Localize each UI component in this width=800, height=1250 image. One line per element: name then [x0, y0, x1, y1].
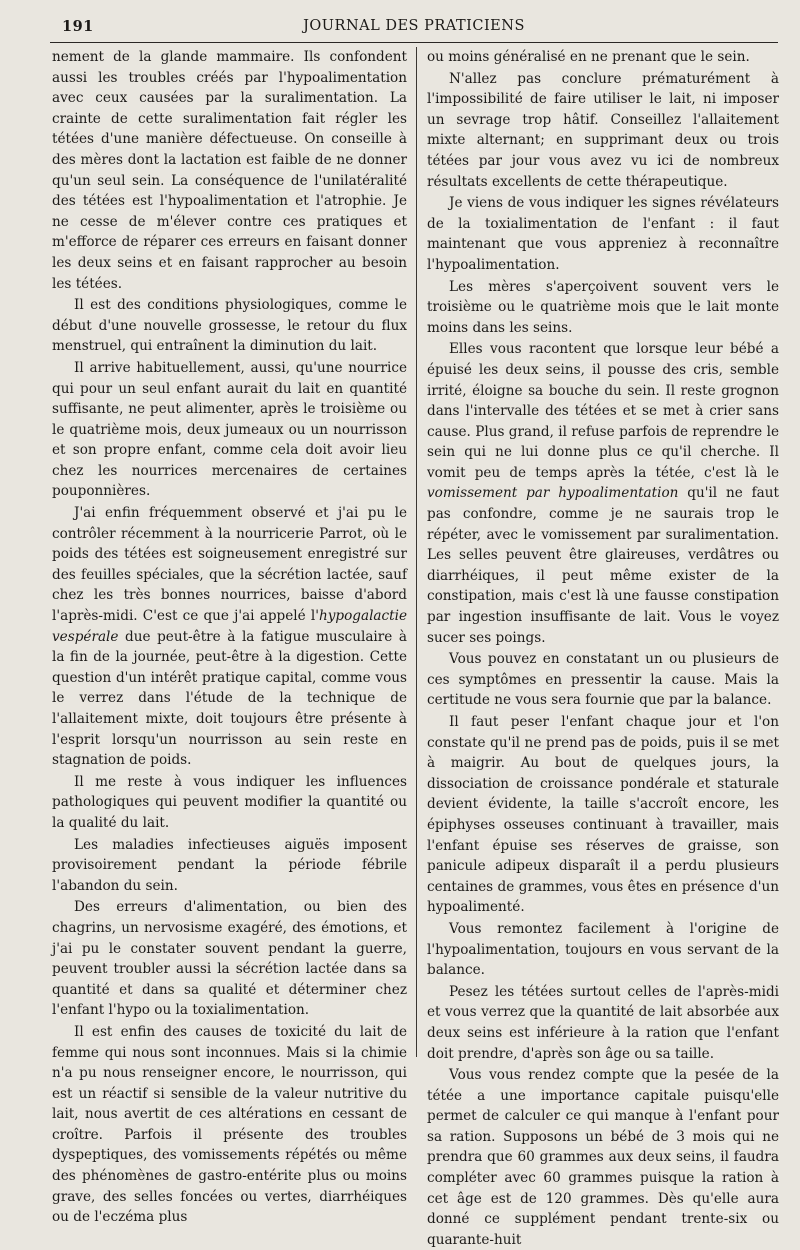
paragraph: Il me reste à vous indiquer les influences pathologiques qui peuvent modifier la quantité ou la qualité du lait. — [52, 773, 407, 831]
journal-title: JOURNAL DES PRATICIENS — [303, 18, 525, 34]
paragraph — [427, 339, 779, 648]
text-span: qu'il ne faut pas confondre, comme je ne saurais trop le répéter, avec le vomissement par suralimentation. Les selles peuvent être glaireuses, verdâtres ou diarrhéiques, il peut même exister de la constipation, mais c'est là une fausse constipation par ingestion insuffisante de lait. Vous le voyez sucer ses poings. — [427, 485, 779, 646]
paragraph — [52, 503, 407, 771]
paragraph: Les mères s'aperçoivent souvent vers le troisième ou le quatrième mois que le lait monte moins dans les seins. — [427, 278, 779, 336]
paragraph: nement de la glande mammaire. Ils confondent aussi les troubles créés par l'hypoalimentation avec ceux causées par la suralimentation. La crainte de cette suralimentation fait régler les tétées d'une manière défectueuse. On conseille à des mères dont la lactation est faible de ne donner qu'un seul sein. La conséquence de l'unilatéralité des tétées est l'hypoalimentation et l'atrophie. Je ne cesse de m'élever contre ces pratiques et m'efforce de réparer ces erreurs en faisant donner les deux seins et en faisant rapprocher au besoin les tétées. — [52, 49, 407, 292]
paragraph: Vous pouvez en constatant un ou plusieurs de ces symptômes en pressentir la cause. Mais la certitude ne vous sera fournie que par la balance. — [427, 651, 779, 709]
paragraph: Vous remontez facilement à l'origine de l'hypoalimentation, toujours en vous servant de la balance. — [427, 920, 779, 979]
paragraph: Vous vous rendez compte que la pesée de la tétée a une importance capitale puisqu'elle permet de calculer ce qui manque à l'enfant pour sa ration. Supposons un bébé de 3 mois qui ne prendra que 60 grammes aux deux seins, il faudra compléter avec 60 grammes puisque la ration à cet âge est de 120 grammes. Dès qu'elle aura donné ce supplément pendant trente-six ou quarante-huit — [427, 1067, 779, 1248]
text-span: J'ai enfin fréquemment observé et j'ai pu le contrôler récemment à la nourricerie Parrot, où le poids des tétées est soigneusement enregistré sur des feuilles spéciales, que la sécrétion lactée, sauf chez les très bonnes nourrices, baisse d'abord l'après-midi. C'est ce que j'ai appelé l' — [52, 505, 407, 625]
italic-term: vomissement par hypoalimentation — [427, 485, 679, 502]
text-span: Elles vous racontent que lorsque leur bébé a épuisé les deux seins, il pousse des cris, semble irrité, éloigne sa bouche du sein. Il reste grognon dans l'intervalle des tétées et se met à crier sans cause. Plus grand, il refuse parfois de reprendre le sein qui ne lui donne plus ce qu'il cherche. Il vomit peu de temps après la tétée, c'est là le — [427, 341, 779, 481]
italic-term: hypogalactie vespérale — [52, 608, 407, 645]
paragraph: Pesez les tétées surtout celles de l'après-midi et vous verrez que la quantité de lait absorbée aux deux seins est inférieure à la ration que l'enfant doit prendre, d'après son âge ou sa taille. — [427, 983, 779, 1062]
paragraph: Les maladies infectieuses aiguës imposent provisoirement pendant la période fébrile l'abandon du sein. — [52, 836, 407, 894]
left-column — [52, 47, 407, 1226]
page-number: 191 — [62, 18, 94, 35]
text-span: due peut-être à la fatigue musculaire à la fin de la journée, peut-être à la digestion. Cette question d'un intérêt pratique capital, comme vous le verrez dans l'étude de la technique de l'allaitement mixte, doit toujours être présente à l'esprit lorsqu'un nourrisson au sein reste en stagnation de poids. — [52, 628, 407, 769]
paragraph: Il est des conditions physiologiques, comme le début d'une nouvelle grossesse, le retour du flux menstruel, qui entraînent la diminution du lait. — [52, 297, 407, 355]
paragraph: Je viens de vous indiquer les signes révélateurs de la toxialimentation de l'enfant : il faut maintenant que vous appreniez à reconnaître l'hypoalimentation. — [427, 195, 779, 273]
paragraph: Il est enfin des causes de toxicité du lait de femme qui nous sont inconnues. Mais si la chimie n'a pu nous renseigner encore, le nourrisson, qui est un réactif si sensible de la valeur nutritive du lait, nous avertit de ces altérations en cessant de croître. Parfois il présente des troubles dyspeptiques, des vomissements répétés ou même des phénomènes de gastro-entérite plus ou moins grave, des selles foncées ou vertes, diarrhéiques ou de l'eczéma plus — [52, 1023, 407, 1226]
paragraph: Il arrive habituellement, aussi, qu'une nourrice qui pour un seul enfant aurait du lait en quantité suffisante, ne peut alimenter, après le troisième ou le quatrième mois, deux jumeaux ou un nourrisson et son propre enfant, comme cela doit avoir lieu chez les nourrices mercenaires de certaines pouponnières. — [52, 359, 407, 500]
article-body — [50, 47, 779, 1248]
paragraph: Des erreurs d'alimentation, ou bien des chagrins, un nervosisme exagéré, des émotions, et j'ai pu le constater souvent pendant la guerre, peuvent troubler aussi la sécrétion lactée dans sa quantité et dans sa qualité et déterminer chez l'enfant l'hypo ou la toxialimentation. — [52, 899, 407, 1019]
right-column — [427, 47, 779, 1248]
running-header — [50, 14, 778, 43]
paragraph: ou moins généralisé en ne prenant que le sein. — [427, 49, 750, 65]
paragraph: N'allez pas conclure prématurément à l'impossibilité de faire utiliser le lait, ni imposer un sevrage trop hâtif. Conseillez l'allaitement mixte alternant; en supprimant deux ou trois tétées par jour vous avez vu ici de nombreux résultats excellents de cette thérapeutique. — [427, 70, 779, 190]
column-divider — [416, 47, 417, 1057]
paragraph: Il faut peser l'enfant chaque jour et l'on constate qu'il ne prend pas de poids, puis il se met à maigrir. Au bout de quelques jours, la dissociation de croissance pondérale et staturale devient évidente, la taille s'accroît encore, les épiphyses osseuses continuant à travailler, mais l'enfant épuise ses réserves de graisse, son panicule adipeux disparaît il a perdu plusieurs centaines de grammes, vous êtes en présence d'un hypoalimenté. — [427, 714, 779, 916]
